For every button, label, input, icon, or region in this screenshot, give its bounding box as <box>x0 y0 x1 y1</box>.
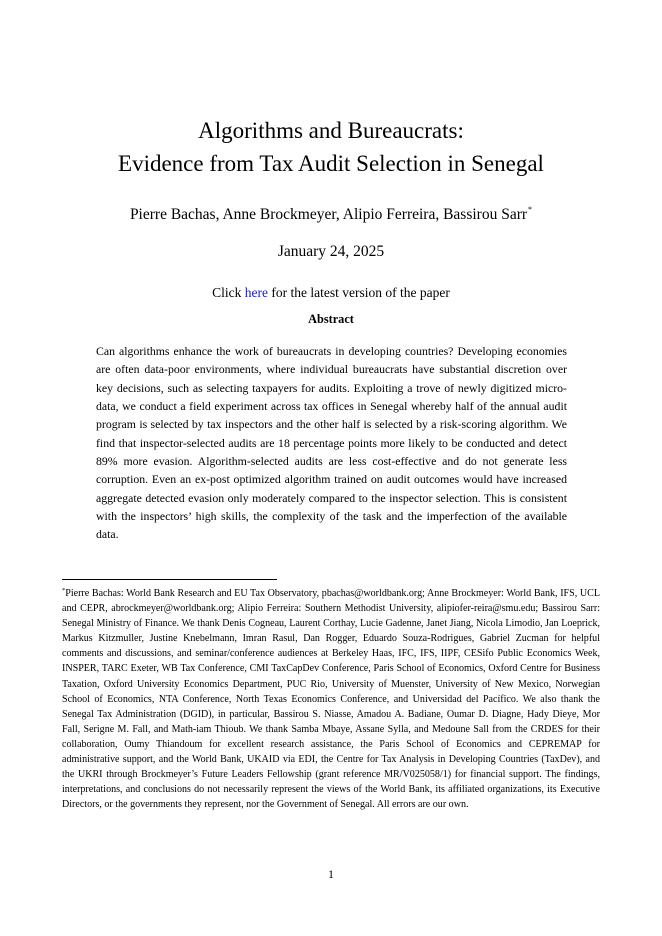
author-list <box>0 200 662 225</box>
paper-title-line-1: Algorithms and Bureaucrats: <box>198 118 464 143</box>
abstract-heading: Abstract <box>308 312 354 326</box>
page-number: 1 <box>328 867 334 881</box>
latest-version-suffix: for the latest version of the paper <box>268 285 450 300</box>
latest-version-link[interactable]: here <box>244 285 269 300</box>
author-names: Pierre Bachas, Anne Brockmeyer, Alipio Ferreira, Bassirou Sarr <box>129 206 528 223</box>
footnote-divider <box>62 579 277 580</box>
paper-title-line-2: Evidence from Tax Audit Selection in Senegal <box>118 151 544 176</box>
footnote-marker: * <box>62 587 66 594</box>
latest-version-prefix: Click <box>212 285 245 300</box>
latest-version-note <box>0 284 662 302</box>
author-footnote-marker[interactable]: * <box>528 205 533 214</box>
author-footnote <box>62 583 600 812</box>
abstract-text: Can algorithms enhance the work of bureaucrats in developing countries? Developing economies are often data-poor environments, where individual bureaucrats have substantial discretion over key decisions, such as selecting taxpayers for audits. Exploiting a trove of newly digitized micro-data, we conduct a field experiment across tax offices in Senegal whereby half of the annual audit program is selected by tax inspectors and the other half is selected by a risk-scoring algorithm. We find that inspector-selected audits are 18 percentage points more likely to be conducted and detect 89% more evasion. Algorithm-selected audits are less cost-effective and do not generate less corruption. Even an ex-post optimized algorithm trained on audit outcomes would have increased aggregate detected evasion only moderately compared to the inspector selection. This is consistent with the inspectors’ high skills, the complexity of the task and the imperfection of the available data. <box>96 344 567 542</box>
footnote-text: Pierre Bachas: World Bank Research and EU Tax Observatory, pbachas@worldbank.org; Anne Brockmeyer: World Bank, IFS, UCL and CEPR, abrockmeyer@worldbank.org; Alipio Ferreira: Southern Methodist University, alipiofer-reira@smu.edu; Bassirou Sarr: Senegal Ministry of Finance. We thank Denis Cogneau, Laurent Corthay, Lucie Gadenne, Janet Jiang, Nicola Limodio, Jan Loeprick, Markus Kitzmuller, Justine Knebelmann, Imran Rasul, Dan Rogger, Eduardo Souza-Rodrigues, Gabriel Zucman for helpful comments and discussions, and seminar/conference audiences at Berkeley Haas, IFC, IFS, IIPF, CESifo Public Economics Week, INSPER, TARC Exeter, WB Tax Conference, CMI TaxCapDev Conference, Paris School of Economics, Oxford Centre for Business Taxation, Oxford University Economics Department, PUC Rio, University of Muenster, University of New Mexico, Norwegian School of Economics, NTA Conference, North Texas Economics Conference, and Universidad del Pacífico. We also thank the Senegal Tax Administration (DGID), in particular, Bassirou S. Niasse, Amadou A. Badiane, Oumar D. Diagne, Hady Dieye, Mor Fall, Serigne M. Fall, and Math-iam Thioub. We thank Samba Mbaye, Assane Sylla, and Medoune Sall from the CRDES for their collaboration, Oumy Thiandoum for excellent research assistance, the Paris School of Economics and CEPREMAP for administrative support, and the World Bank, UKAID via EDI, the Centre for Tax Analysis in Developing Countries (TaxDev), and the UKRI through Brockmeyer’s Future Leaders Fellowship (grant reference MR/V025058/1) for financial support. The findings, interpretations, and conclusions do not necessarily represent the views of the World Bank, its affiliated organizations, its Executive Directors, or the governments they represent, nor the Government of Senegal. All errors are our own. <box>62 588 600 811</box>
paper-date: January 24, 2025 <box>277 243 385 260</box>
